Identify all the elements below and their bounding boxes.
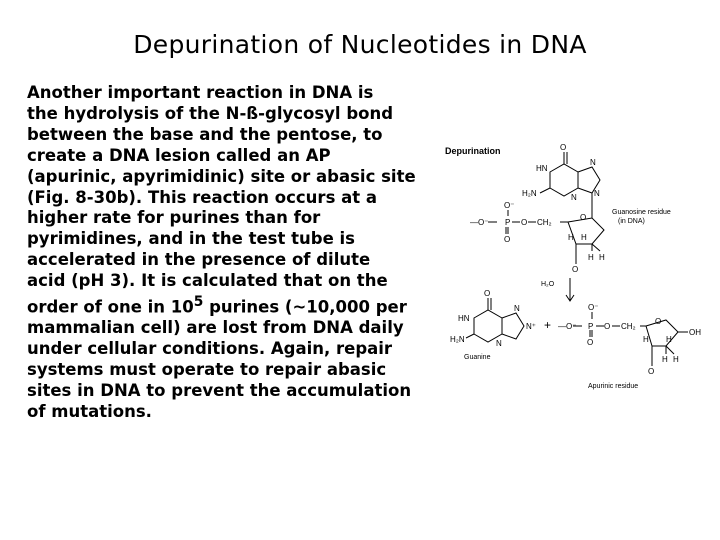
svg-text:N: N [496,339,502,348]
paragraph-line: acid (pH 3). It is calculated that on the [27,271,388,291]
svg-text:P: P [588,322,594,331]
line-text: order of one in 10 [27,297,194,317]
svg-text:OH: OH [689,328,701,337]
plus-sign: + [544,318,552,332]
svg-text:HN: HN [458,314,470,323]
paragraph-line: create a DNA lesion called an AP [27,145,331,165]
paragraph-line: accelerated in the presence of dilute [27,250,371,270]
line-text: purines (~10,000 per [203,297,407,317]
svg-text:H₂N: H₂N [450,335,465,344]
guanosine-atoms [470,143,605,274]
guanosine-label: Guanosine residue [612,209,671,216]
paragraph-line: higher rate for purines than for [27,208,321,228]
svg-text:P: P [505,218,511,227]
svg-text:O: O [604,322,611,331]
svg-text:H: H [568,233,574,242]
guanine-label: Guanine [464,354,491,361]
reaction-arrow [566,278,574,301]
paragraph-line [27,292,437,318]
svg-text:CH₂: CH₂ [621,322,636,331]
svg-text:N: N [514,304,520,313]
svg-text:H: H [599,253,605,262]
paragraph-line: the hydrolysis of the N-ß-glycosyl bond [27,103,394,123]
svg-text:O: O [587,338,594,347]
paragraph-line: of mutations. [27,402,152,422]
svg-text:H₂N: H₂N [522,189,537,198]
paragraph-line: under cellular conditions. Again, repair [27,339,393,359]
page-title: Depurination of Nucleotides in DNA [133,30,587,59]
svg-text:O: O [521,218,528,227]
paragraph-line: (Fig. 8-30b). This reaction occurs at a [27,187,378,207]
svg-text:H: H [643,335,649,344]
svg-text:CH₂: CH₂ [537,218,552,227]
svg-text:N: N [571,193,577,202]
svg-text:O: O [504,235,511,244]
depurination-figure [440,130,720,400]
svg-text:O⁻: O⁻ [504,201,515,210]
paragraph-line: Another important reaction in DNA is [27,83,374,102]
guanosine-label: (in DNA) [618,218,645,225]
svg-text:N: N [594,189,600,198]
svg-text:O: O [484,289,491,298]
figure-heading: Depurination [445,146,501,156]
svg-text:H: H [673,355,679,364]
apurinic-atoms [558,303,701,376]
paragraph-line: systems must operate to repair abasic [27,360,387,380]
svg-text:N: N [590,158,596,167]
water-label: H₂O [541,281,555,288]
svg-text:N⁺: N⁺ [526,322,536,331]
svg-text:—O⁻: —O⁻ [558,322,577,331]
exponent: 5 [193,294,204,311]
paragraph-line: between the base and the pentose, to [27,124,383,144]
svg-text:O: O [572,265,579,274]
svg-text:H: H [581,233,587,242]
apurinic-label: Apurinic residue [588,383,639,390]
paragraph-line: pyrimidines, and in the test tube is [27,229,355,249]
svg-text:O⁻: O⁻ [588,303,599,312]
svg-text:H: H [662,355,668,364]
svg-text:O: O [560,143,567,152]
svg-text:H: H [588,253,594,262]
svg-text:O: O [580,213,587,222]
svg-text:O: O [655,317,662,326]
paragraph-line: mammalian cell) are lost from DNA daily [27,318,404,338]
svg-text:O: O [648,367,655,376]
paragraph-line: (apurinic, apyrimidinic) site or abasic site [27,166,416,186]
paragraph-line: sites in DNA to prevent the accumulation [27,381,412,401]
svg-text:H: H [666,335,672,344]
body-paragraph [27,83,437,423]
svg-text:—O⁻: —O⁻ [470,218,489,227]
svg-text:HN: HN [536,164,548,173]
